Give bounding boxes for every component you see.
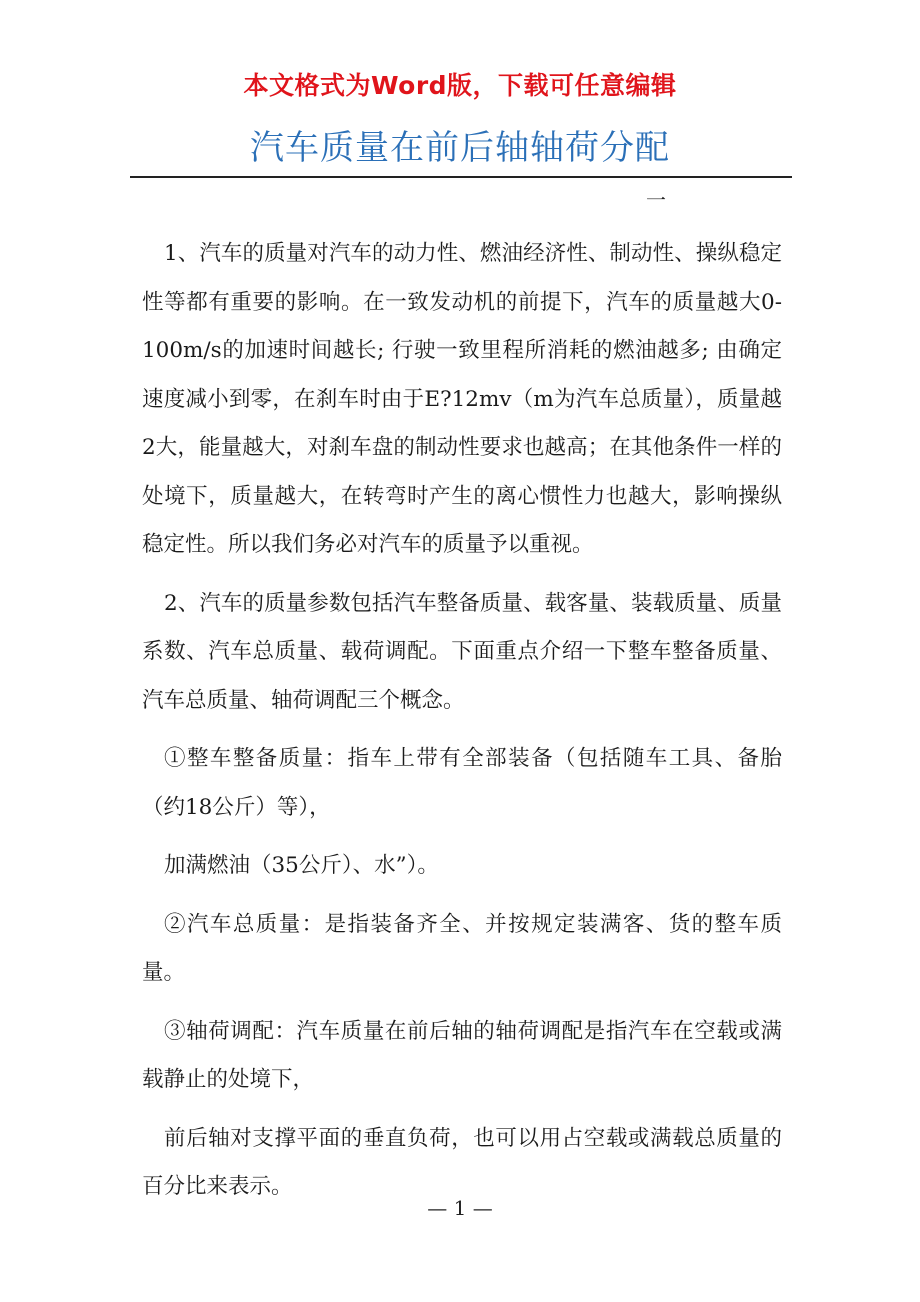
paragraph-curb-mass-cont: 加满燃油（35公斤）、水”）。 xyxy=(164,853,439,878)
paragraph-mass-importance: 1、汽车的质量对汽车的动力性、燃油经济性、制动性、操纵稳定性等都有重要的影响。在一致发动机的前提下，汽车的质量越大0-100m/s的加速时间越长; 行驶一致里程所消耗的燃油越多; 由确定速度减小到零，在刹车时由于E?12mv（m为汽车总质量），质量越2大，能量越大，对刹车盘的制动性要求也越高；在其他条件一样的处境下，质量越大，在转弯时产生的离心惯性力也越大，影响操纵稳定性。所以我们务必对汽车的质量予以重视。 xyxy=(142,241,782,557)
paragraph-axle-load-cont: 前后轴对支撑平面的垂直负荷，也可以用占空载或满载总质量的百分比来表示。 xyxy=(142,1125,782,1199)
page-number: — 1 — xyxy=(427,1196,493,1220)
paragraph-gross-mass: ②汽车总质量：是指装备齐全、并按规定装满客、货的整车质量。 xyxy=(142,911,782,985)
document-title: 汽车质量在前后轴轴荷分配 xyxy=(250,128,670,168)
paragraph-mass-parameters: 2、汽车的质量参数包括汽车整备质量、载客量、装载质量、质量系数、汽车总质量、载荷调配。下面重点介绍一下整车整备质量、汽车总质量、轴荷调配三个概念。 xyxy=(142,590,782,713)
paragraph-axle-load: ③轴荷调配：汽车质量在前后轴的轴荷调配是指汽车在空载或满载静止的处境下， xyxy=(142,1018,782,1092)
format-banner: 本文格式为Word版，下载可任意编辑 xyxy=(243,71,677,100)
document-body xyxy=(142,230,782,1222)
title-divider xyxy=(130,176,792,178)
header-mark: 一 xyxy=(646,188,666,212)
paragraph-curb-mass: ①整车整备质量：指车上带有全部装备（包括随车工具、备胎（约18公斤）等）， xyxy=(142,746,782,820)
